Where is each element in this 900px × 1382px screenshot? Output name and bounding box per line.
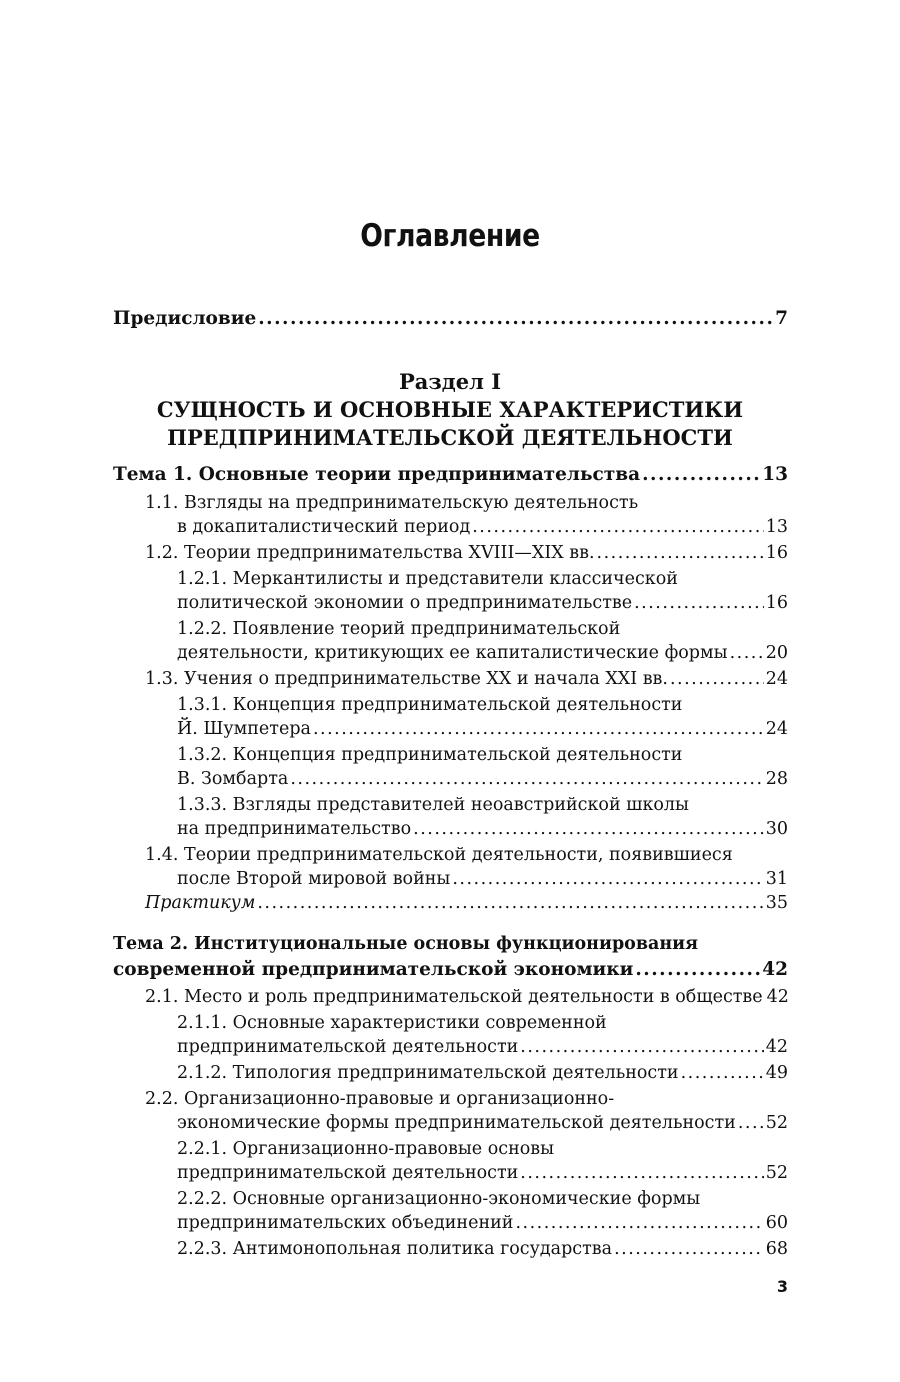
toc-page: 24 [765, 719, 788, 739]
toc-entry-1-2-2[interactable] [177, 641, 788, 665]
page-title: Оглавление [360, 218, 540, 254]
toc-label: предпринимательской деятельности [177, 1037, 519, 1057]
toc-practicum[interactable] [145, 891, 788, 915]
toc-page: 52 [765, 1163, 788, 1183]
toc-entry-1-2[interactable] [145, 541, 788, 565]
toc-label: на предпринимательство [177, 819, 412, 839]
leader-dots [413, 817, 764, 841]
toc-label: политической экономии о предпринимательстве [177, 593, 633, 613]
toc-entry-2-2[interactable] [177, 1111, 788, 1135]
toc-entry-1-2-1-line1: 1.2.1. Меркантилисты и представители классической [177, 569, 678, 589]
leader-dots [634, 591, 764, 615]
toc-label: Предисловие [113, 308, 257, 329]
leader-dots [597, 541, 764, 565]
leader-dots [738, 1111, 764, 1135]
toc-page: 42 [766, 987, 789, 1007]
toc-entry-2-2-3[interactable] [177, 1237, 788, 1261]
page-number: 3 [776, 1277, 788, 1296]
toc-label: В. Зомбарта [177, 769, 289, 789]
toc-label: экономические формы предпринимательской деятельности [177, 1113, 736, 1133]
leader-dots [313, 717, 764, 741]
toc-entry-1-1[interactable] [177, 515, 788, 539]
toc-label: Тема 1. Основные теории предпринимательства [113, 464, 641, 485]
leader-dots [635, 958, 760, 982]
leader-dots [258, 307, 773, 331]
leader-dots [642, 463, 760, 487]
toc-entry-1-2-2-line1: 1.2.2. Появление теорий предпринимательской [177, 619, 621, 639]
toc-entry-1-4[interactable] [177, 867, 788, 891]
toc-entry-1-3-2[interactable] [177, 767, 788, 791]
toc-page: 24 [765, 669, 788, 689]
toc-page: 16 [765, 593, 788, 613]
toc-topic-2-line1: Тема 2. Институциональные основы функционирования [113, 934, 699, 954]
toc-entry-2-1-1[interactable] [177, 1035, 788, 1059]
leader-dots [681, 1061, 764, 1085]
leader-dots [520, 1161, 763, 1185]
toc-entry-2-2-2-line1: 2.2.2. Основные организационно-экономические формы [177, 1189, 701, 1209]
toc-entry-1-3-1[interactable] [177, 717, 788, 741]
leader-dots [452, 867, 763, 891]
toc-entry-1-3[interactable] [145, 667, 788, 691]
toc-page: 20 [765, 643, 788, 663]
toc-preface[interactable] [113, 307, 788, 331]
toc-page: 7 [775, 308, 788, 329]
toc-page: 28 [765, 769, 788, 789]
toc-label: после Второй мировой войны [177, 869, 451, 889]
leader-dots [614, 1237, 764, 1261]
toc-page: 49 [765, 1063, 788, 1083]
toc-entry-1-3-3-line1: 1.3.3. Взгляды представителей неоавстрийской школы [177, 795, 689, 815]
toc-page: 42 [762, 959, 788, 980]
toc-label: в докапиталистический период [177, 517, 471, 537]
toc-label: 2.1. Место и роль предпринимательской деятельности в обществе [145, 987, 763, 1007]
toc-entry-2-1-2[interactable] [177, 1061, 788, 1085]
toc-entry-1-3-3[interactable] [177, 817, 788, 841]
toc-label: современной предпринимательской экономики [113, 959, 634, 980]
toc-topic-1[interactable] [113, 463, 788, 487]
toc-entry-1-1-line1: 1.1. Взгляды на предпринимательскую деятельность [145, 493, 639, 513]
toc-page: 52 [765, 1113, 788, 1133]
leader-dots [472, 515, 763, 539]
toc-entry-1-2-1[interactable] [177, 591, 788, 615]
toc-page: 68 [765, 1239, 788, 1259]
leader-dots [515, 1211, 763, 1235]
toc-page: 35 [765, 893, 788, 913]
toc-entry-1-3-1-line1: 1.3.1. Концепция предпринимательской деятельности [177, 695, 683, 715]
toc-page: 30 [765, 819, 788, 839]
toc-page: 13 [762, 464, 788, 485]
toc-label: 2.1.2. Типология предпринимательской деятельности [177, 1063, 679, 1083]
toc-label: Практикум [145, 893, 256, 913]
leader-dots [730, 641, 764, 665]
toc-label: 2.2.3. Антимонопольная политика государства [177, 1239, 613, 1259]
section-label: Раздел I [398, 369, 502, 394]
toc-entry-2-1-1-line1: 2.1.1. Основные характеристики современной [177, 1013, 607, 1033]
toc-label: деятельности, критикующих ее капиталистические формы [177, 643, 728, 663]
toc-label: предпринимательских объединений [177, 1213, 514, 1233]
section-heading-line2: ПРЕДПРИНИМАТЕЛЬСКОЙ ДЕЯТЕЛЬНОСТИ [167, 425, 733, 450]
section-heading-line1: СУЩНОСТЬ И ОСНОВНЫЕ ХАРАКТЕРИСТИКИ [156, 397, 744, 422]
toc-entry-2-1[interactable] [145, 985, 788, 1009]
toc-label: Й. Шумпетера [177, 719, 311, 739]
toc-entry-2-2-1[interactable] [177, 1161, 788, 1185]
toc-entry-2-2-line1: 2.2. Организационно-правовые и организационно- [145, 1089, 615, 1109]
toc-page: 31 [765, 869, 788, 889]
toc-page: 60 [765, 1213, 788, 1233]
toc-label: предпринимательской деятельности [177, 1163, 519, 1183]
toc-page: 42 [765, 1037, 788, 1057]
toc-entry-2-2-2[interactable] [177, 1211, 788, 1235]
toc-label: 1.2. Теории предпринимательства XVIII—XIX вв. [145, 543, 595, 563]
toc-page: 16 [765, 543, 788, 563]
leader-dots [290, 767, 763, 791]
leader-dots [520, 1035, 763, 1059]
leader-dots [670, 667, 764, 691]
toc-entry-2-2-1-line1: 2.2.1. Организационно-правовые основы [177, 1139, 555, 1159]
leader-dots [257, 891, 763, 915]
toc-page: 13 [765, 517, 788, 537]
toc-entry-1-4-line1: 1.4. Теории предпринимательской деятельности, появившиеся [145, 845, 733, 865]
toc-entry-1-3-2-line1: 1.3.2. Концепция предпринимательской деятельности [177, 745, 683, 765]
toc-label: 1.3. Учения о предпринимательстве XX и начала XXI вв. [145, 669, 668, 689]
toc-topic-2[interactable] [113, 958, 788, 982]
